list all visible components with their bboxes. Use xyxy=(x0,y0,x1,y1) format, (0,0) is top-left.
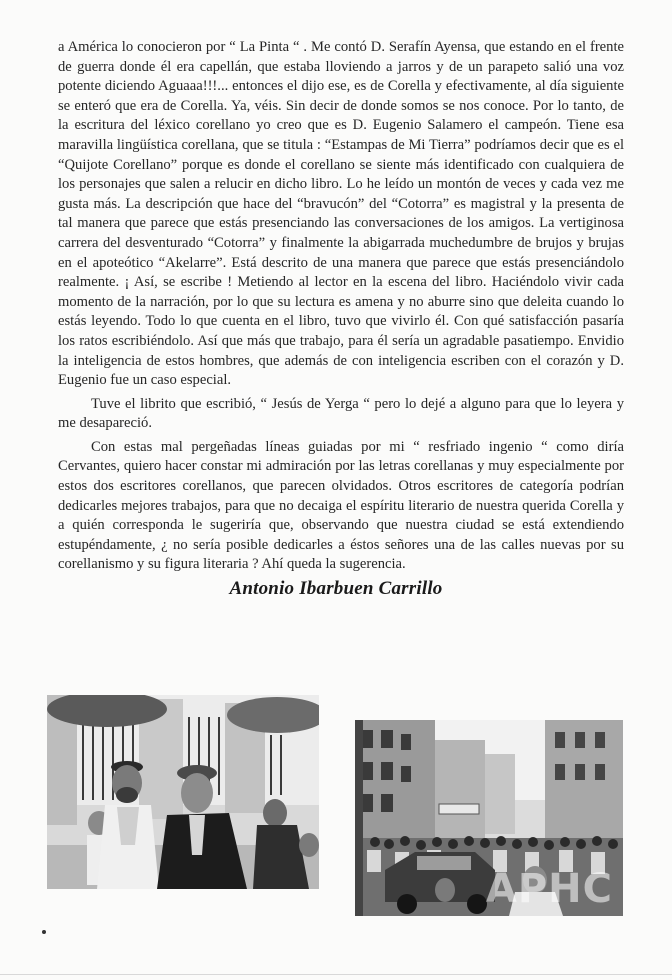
author-signature: Antonio Ibarbuen Carrillo xyxy=(229,578,443,599)
watermark-logo: APHC xyxy=(485,866,613,912)
paragraph-3: Con estas mal pergeñadas líneas guiadas por mi “ resfriado ingenio “ como diría Cervantes, quiero hacer constar mi admiración por las letras corellanas y muy especialmente por estos dos escritores corellanos, que parecen olvidados. Otros escritores de categoría podrían dedicarles mejores trabajos, para que no decaiga el espíritu literario de nuestra querida Corella y a quién corresponda le sugeriría que, observando que nuestra ciudad se está extendiendo estupéndamente, ¿ no sería posible dedicarles a éstos señores una de las calles nuevas por su corellanismo y su figura literaria ? Ahí queda la sugerencia. xyxy=(58,438,624,573)
article-body xyxy=(58,38,624,579)
photo-two-men-image xyxy=(47,695,319,889)
page-mark xyxy=(42,930,46,934)
paragraph-2: Tuve el librito que escribió, “ Jesús de Yerga “ pero lo dejé a alguno para que lo leyera y me desapareció. xyxy=(58,395,624,432)
photo-street-crowd xyxy=(355,720,623,916)
page-bottom-edge xyxy=(0,974,672,975)
photo-two-men xyxy=(47,695,319,889)
paragraph-1: a América lo conocieron por “ La Pinta “ . Me contó D. Serafín Ayensa, que estando en el frente de guerra donde él era capellán, que estaba lloviendo a jarros y de un parapeto salió una voz potente diciendo Aguaaa!!!... entonces el dijo ese, es de Corella y efectivamente, al día siguiente se enteró que era de Corella. Ya, véis. Sin decir de donde somos se nos conoce. Por lo tanto, de la escritura del léxico corellano yo creo que es D. Eugenio Salamero el campeón. Tiene esa maravilla lingüística corellana, que se titula : “Estampas de Mi Tierra” podríamos decir que es el “Quijote Corellano” porque es donde el corellano se siente más identificado con cualquiera de los personajes que salen a relucir en dicho libro. Lo he leído un montón de veces y cada vez me gusta más. La descripción que hace del “bravucón” del “Cotorra” es magistral y la presenta de tal manera que parece que estás presenciando las conversaciones de los amigos. La vertiginosa carrera del desventurado “Cotorra” y finalmente la abigarrada muchedumbre de brujos y brujas en el apoteótico “Akelarre”. Está descrito de una manera que parece que estás presenciándolo realmente. ¡ Así, se escribe ! Metiendo al lector en la escena del libro. Haciéndolo vivir cada momento de la narración, por lo que su lectura es amena y no aburre sino que deleita cuando lo estás leyendo. Todo lo que cuenta en el libro, tuvo que vivirlo él. Con qué satisfacción pasaría los ratos escribiéndolo. Así que más que trabajo, para él sería un agradable pasatiempo. Envidio la inteligencia de estos hombres, que además de con inteligencia escriben con el corazón y D. Eugenio fue un caso especial. xyxy=(58,39,624,389)
